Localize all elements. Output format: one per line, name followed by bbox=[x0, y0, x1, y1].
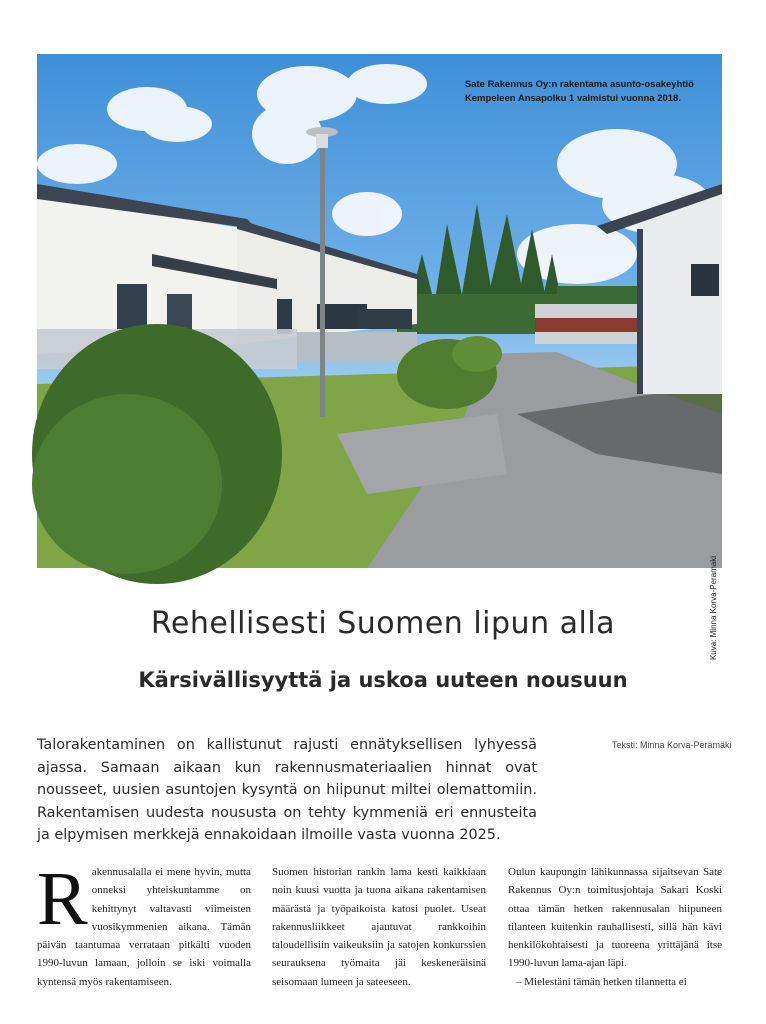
body-text-col3-p1: Oulun kaupungin lähikunnassa sijaitsevan Sate Rakennus Oy:n toimitusjohtaja Sakari Koski ottaa tämän hetken rakennusalan hiipuneen tilanteen kuitenkin rauhallisesti, sillä hän kävi henkilökohtaisesti ja tuoreena yrittäjänä itse 1990-luvun lama-ajan läpi. bbox=[508, 866, 722, 970]
article-lead: Talorakentaminen on kallistunut rajusti ennätyksellisen lyhyessä ajassa. Samaan aikaan kun rakennusmateriaalien hinnat ovat nousseet, uusien asuntojen kysyntä on hiipunut miltei olemattomiin. Rakentamisen uudesta noususta on tehty kymmeniä eri ennusteita ja elpymisen merkkejä ennakoidaan ilmoille vasta vuonna 2025. bbox=[37, 737, 537, 843]
article-headline: Rehellisesti Suomen lipun alla bbox=[150, 606, 616, 641]
body-text-col2: Suomen historian rankin lama kesti kaikkiaan noin kuusi vuotta ja tuona aikana rakentamisen määrästä ja työpaikoista katosi puolet. Useat rakennusliikkeet ajautuvat rankkoihin taloudellisiin vaikeuksiin ja satojen konkurssien seurauksena työmaita jäi keskeneräisinä seisomaan lumeen ja sateeseen. bbox=[272, 866, 486, 988]
body-column-3 bbox=[508, 863, 722, 991]
housing-scene-illustration bbox=[37, 54, 722, 568]
drop-cap: R bbox=[37, 857, 88, 941]
body-column-2 bbox=[272, 863, 486, 991]
body-column-1 bbox=[37, 857, 251, 991]
photo-credit: Kuva: Minna Korva-Peramaki bbox=[709, 556, 718, 661]
body-text-col1: akennusalalla ei mene hyvin, mutta onneksi yhteiskuntamme on kehittynyt valtavasti viimeisten vuosikymmenien aikana. Tämän päivän taantumaa verrataan pitkälti vuoden 1990-luvun lamaan, jolloin se iski voimalla kyntensä myös rakentamiseen. bbox=[37, 866, 251, 988]
article-subheadline: Kärsivällisyyttä ja uskoa uuteen nousuun bbox=[138, 668, 628, 692]
body-text-col3-p2: – Mielestäni tämän hetken tilannetta ei bbox=[516, 975, 687, 988]
photo-caption: Sate Rakennus Oy:n rakentama asunto-osakeyhtiö Kempeleen Ansapolku 1 valmistui vuonna 2018. bbox=[464, 79, 694, 104]
byline: Teksti: Minna Korva-Perämäki bbox=[612, 740, 732, 750]
